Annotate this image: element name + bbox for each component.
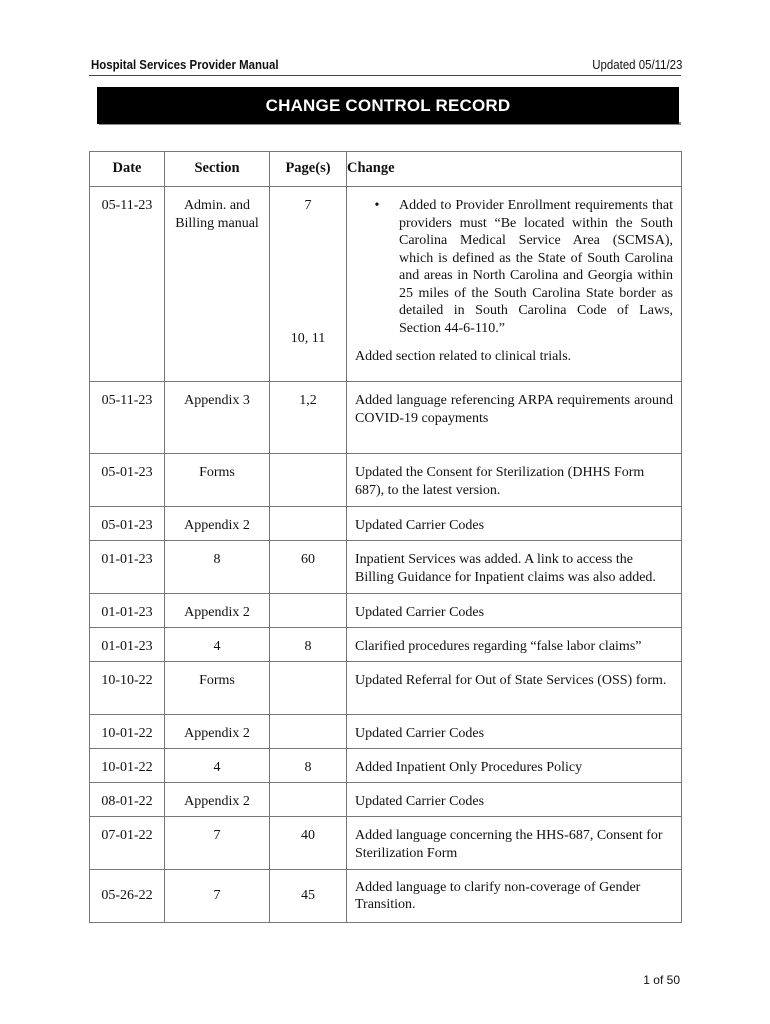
row-change: Updated the Consent for Sterilization (DHHS Form 687), to the latest version. xyxy=(355,465,645,498)
table-row xyxy=(90,187,682,382)
row-section: Appendix 2 xyxy=(184,605,250,620)
row-section: Appendix 2 xyxy=(184,726,250,741)
row-date: 01-01-23 xyxy=(101,639,153,654)
row-section: Forms xyxy=(199,465,235,480)
row-date: 10-01-22 xyxy=(101,760,153,775)
row-pages: 1,2 xyxy=(299,393,317,408)
change-control-table xyxy=(89,151,682,923)
row-section: Forms xyxy=(199,673,235,688)
row-date: 05-01-23 xyxy=(101,518,153,533)
bullet-item xyxy=(355,197,673,337)
row-change: Added Inpatient Only Procedures Policy xyxy=(355,760,583,775)
row-pages xyxy=(270,662,346,672)
col-header-section: Section xyxy=(165,152,270,187)
row-change: Updated Carrier Codes xyxy=(355,726,485,741)
row-change: Added language concerning the HHS-687, Consent for Sterilization Form xyxy=(355,828,663,861)
table-row xyxy=(90,749,682,783)
row-pages xyxy=(270,454,346,464)
row-pages xyxy=(270,594,346,604)
col-header-change: Change xyxy=(347,152,682,187)
updated-date: Updated 05/11/23 xyxy=(591,57,682,72)
row-date xyxy=(90,187,165,382)
row-section: 7 xyxy=(213,828,221,843)
row-pages xyxy=(270,187,347,382)
row-change: Inpatient Services was added. A link to access the Billing Guidance for Inpatient claims was also added. xyxy=(355,552,656,585)
table-row xyxy=(90,454,682,507)
page-number: 1 of 50 xyxy=(643,973,680,987)
row-pages-text-2: 10, 11 xyxy=(290,330,326,346)
col-header-date: Date xyxy=(90,152,165,187)
row-change: Updated Carrier Codes xyxy=(355,794,485,809)
row-change xyxy=(347,187,682,382)
table-row xyxy=(90,715,682,749)
row-section: Appendix 2 xyxy=(184,794,250,809)
row-change: Added language to clarify non-coverage of Gender Transition. xyxy=(355,879,641,912)
row-date: 05-11-23 xyxy=(101,393,153,408)
table-row xyxy=(90,628,682,662)
row-section-text: Admin. and Billing manual xyxy=(175,198,259,231)
row-pages-text: 7 xyxy=(304,198,312,213)
table-row xyxy=(90,783,682,817)
header-rule xyxy=(89,75,681,76)
row-date: 10-01-22 xyxy=(101,726,153,741)
row-pages xyxy=(270,715,346,725)
row-pages xyxy=(270,507,346,517)
row-section: 7 xyxy=(213,888,221,904)
row-date: 07-01-22 xyxy=(101,828,153,843)
manual-title: Hospital Services Provider Manual xyxy=(91,57,279,72)
row-section: 4 xyxy=(213,639,221,654)
row-date: 10-10-22 xyxy=(101,673,153,688)
row-date: 01-01-23 xyxy=(101,552,153,567)
table-row xyxy=(90,541,682,594)
row-section: 4 xyxy=(213,760,221,775)
change-control-banner xyxy=(97,87,679,124)
row-section xyxy=(165,187,270,382)
row-section: Appendix 2 xyxy=(184,518,250,533)
row-date: 08-01-22 xyxy=(101,794,153,809)
table-row xyxy=(90,817,682,870)
row-change: Clarified procedures regarding “false labor claims” xyxy=(355,639,642,654)
row-section: Appendix 3 xyxy=(184,393,250,408)
table-header-row xyxy=(90,152,682,187)
row-change-text-2: Added section related to clinical trials. xyxy=(355,349,572,364)
row-section: 8 xyxy=(213,552,221,567)
row-change: Added language referencing ARPA requirements around COVID-19 copayments xyxy=(355,393,673,426)
row-pages: 60 xyxy=(301,552,315,567)
banner-title: CHANGE CONTROL RECORD xyxy=(265,95,511,115)
row-pages: 8 xyxy=(304,760,312,775)
row-date: 05-01-23 xyxy=(101,465,153,480)
row-change: Updated Carrier Codes xyxy=(355,518,485,533)
row-pages xyxy=(270,783,346,793)
table-row xyxy=(90,382,682,454)
row-change-text: Added to Provider Enrollment requirements that providers must “Be located within the South Carolina Medical Service Area (SCMSA), which is defined as the State of South Carolina and areas in North Carolina and Georgia within 25 miles of the South Carolina State border as detailed in South Carolina Code of Laws, Section 44-6-110.” xyxy=(399,198,673,336)
table-row xyxy=(90,594,682,628)
table-row xyxy=(90,662,682,715)
row-pages: 8 xyxy=(304,639,312,654)
row-change: Updated Referral for Out of State Services (OSS) form. xyxy=(355,673,667,688)
row-date: 01-01-23 xyxy=(101,605,153,620)
table-row xyxy=(90,507,682,541)
row-pages: 45 xyxy=(301,888,315,904)
bullet-mark: • xyxy=(374,198,380,213)
table-row xyxy=(90,870,682,923)
col-header-pages: Page(s) xyxy=(270,152,347,187)
row-date: 05-26-22 xyxy=(101,888,153,904)
row-date-text: 05-11-23 xyxy=(101,198,153,213)
row-change: Updated Carrier Codes xyxy=(355,605,485,620)
row-pages: 40 xyxy=(301,828,315,843)
